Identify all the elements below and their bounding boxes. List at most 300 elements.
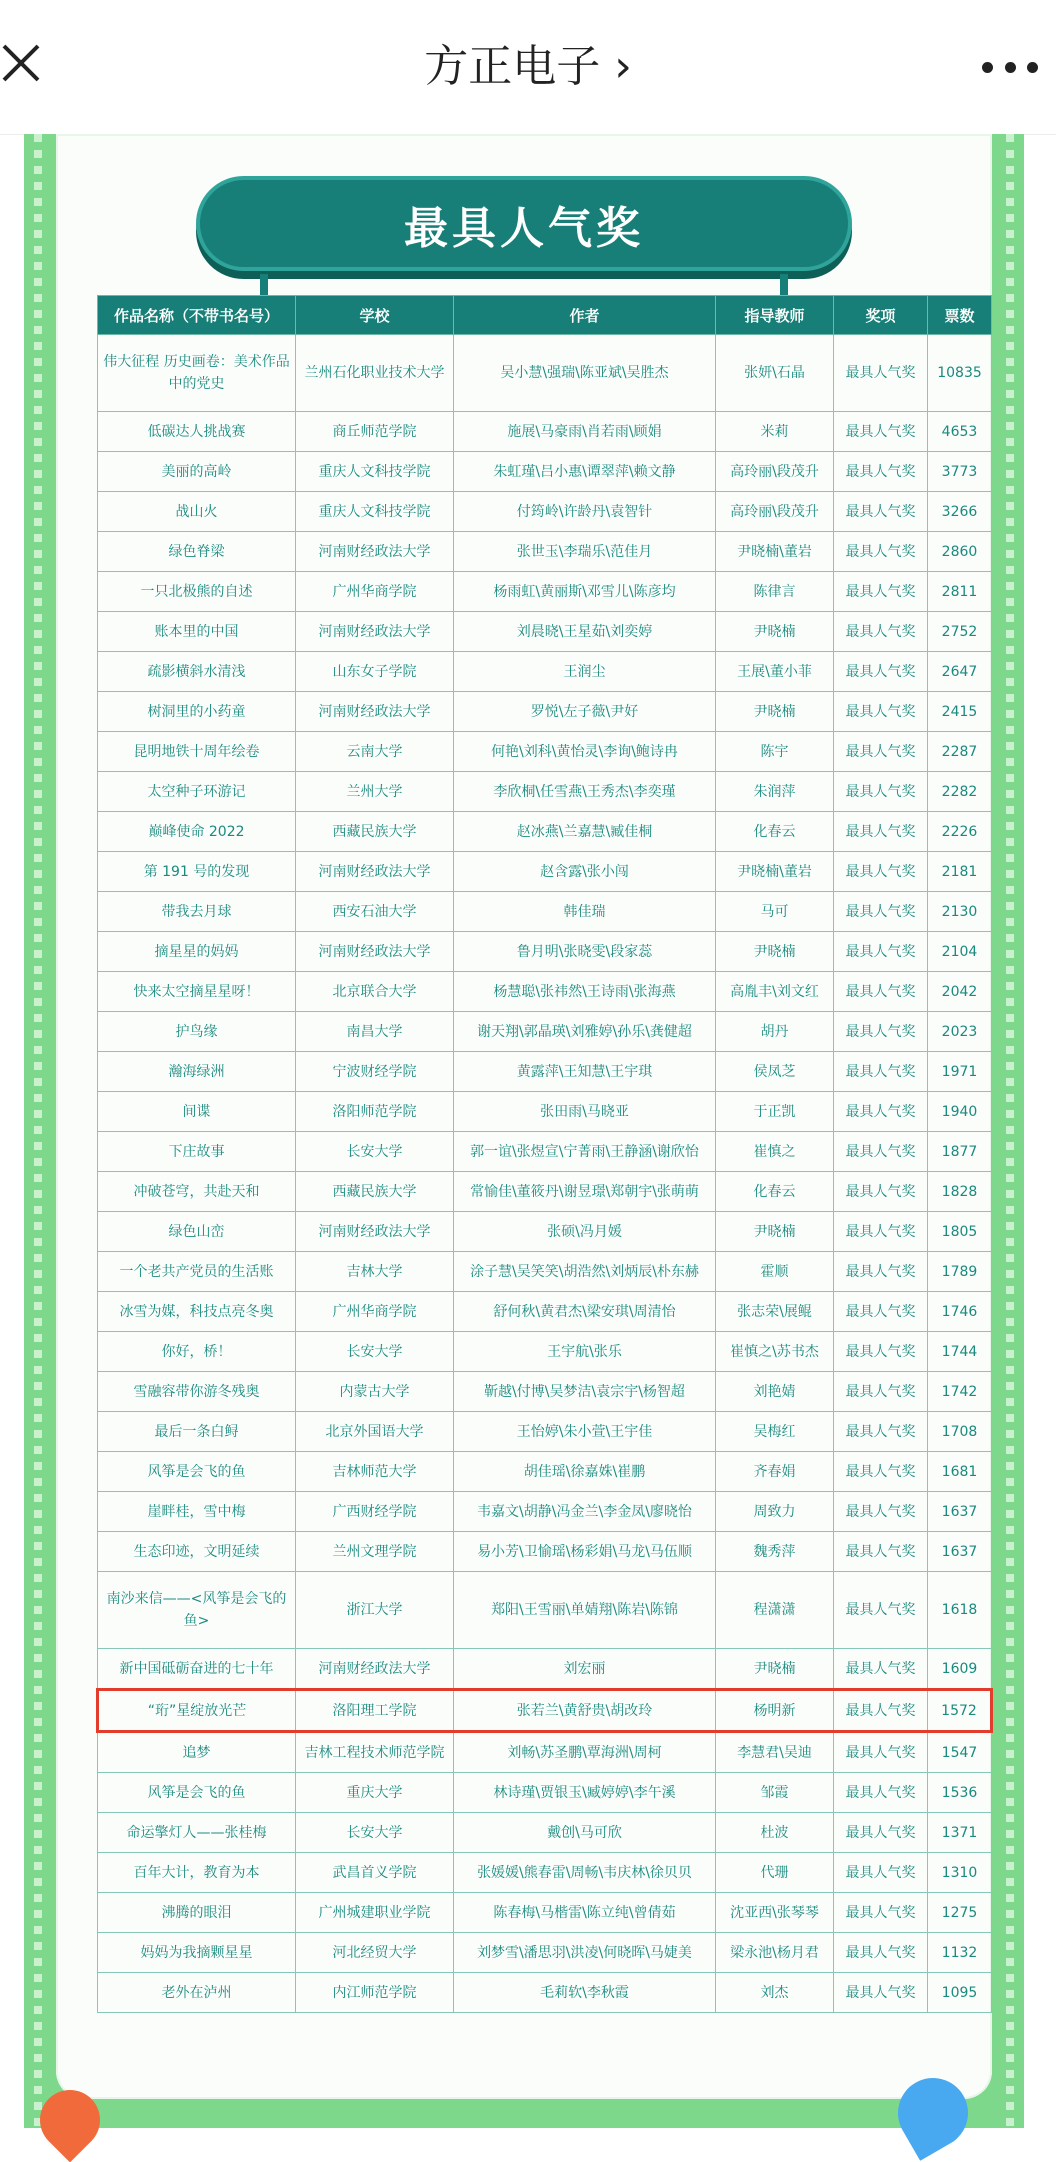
table-cell: 巅峰使命 2022 — [98, 812, 296, 852]
table-cell: 最具人气奖 — [834, 1933, 928, 1973]
table-cell: 河南财经政法大学 — [296, 612, 454, 652]
table-cell: 最具人气奖 — [834, 412, 928, 452]
table-row — [98, 532, 992, 572]
table-row — [98, 572, 992, 612]
table-row — [98, 932, 992, 972]
table-cell: 最具人气奖 — [834, 1412, 928, 1452]
table-cell: 戴创\马可欣 — [454, 1813, 716, 1853]
table-row — [98, 732, 992, 772]
table-cell: 1609 — [928, 1649, 992, 1690]
table-cell: 梁永池\杨月君 — [716, 1933, 834, 1973]
table-row — [98, 692, 992, 732]
table-cell: 洛阳理工学院 — [296, 1690, 454, 1732]
table-cell: 一个老共产党员的生活账 — [98, 1252, 296, 1292]
table-cell: 杨慧聪\张祎然\王诗雨\张海燕 — [454, 972, 716, 1012]
table-row — [98, 1492, 992, 1532]
table-cell: 浙江大学 — [296, 1572, 454, 1649]
table-cell: 山东女子学院 — [296, 652, 454, 692]
table-cell: 最具人气奖 — [834, 612, 928, 652]
table-cell: 最具人气奖 — [834, 1973, 928, 2013]
table-cell: 美丽的高岭 — [98, 452, 296, 492]
table-cell: 1877 — [928, 1132, 992, 1172]
table-cell: 2860 — [928, 532, 992, 572]
table-cell: 张世玉\李瑞乐\范佳月 — [454, 532, 716, 572]
table-cell: 崔慎之\苏书杰 — [716, 1332, 834, 1372]
table-cell: 最具人气奖 — [834, 852, 928, 892]
table-cell: 吴小慧\强瑞\陈亚斌\吴胜杰 — [454, 335, 716, 412]
table-cell: 鲁月明\张晓雯\段家蕊 — [454, 932, 716, 972]
table-cell: 南昌大学 — [296, 1012, 454, 1052]
table-cell: 1547 — [928, 1732, 992, 1773]
table-cell: 郭一谊\张煜宣\宁菁雨\王静涵\谢欣怡 — [454, 1132, 716, 1172]
table-cell: 王宇航\张乐 — [454, 1332, 716, 1372]
table-cell: 疏影横斜水清浅 — [98, 652, 296, 692]
table-cell: 谢天翔\郭晶瑛\刘雅婷\孙乐\龚健超 — [454, 1012, 716, 1052]
table-cell: 你好，桥！ — [98, 1332, 296, 1372]
table-cell: 朱润萍 — [716, 772, 834, 812]
table-cell: 张志荣\展鲲 — [716, 1292, 834, 1332]
table-cell: 间谍 — [98, 1092, 296, 1132]
table-cell: 高胤丰\刘文红 — [716, 972, 834, 1012]
table-cell: 老外在泸州 — [98, 1973, 296, 2013]
table-cell: 1789 — [928, 1252, 992, 1292]
table-cell: 2811 — [928, 572, 992, 612]
table-row — [98, 1813, 992, 1853]
table-cell: 太空种子环游记 — [98, 772, 296, 812]
table-cell: 北京外国语大学 — [296, 1412, 454, 1452]
table-cell: 1746 — [928, 1292, 992, 1332]
award-poster — [24, 134, 1024, 2128]
table-cell: 韦嘉文\胡静\冯金兰\李金凤\廖晓怡 — [454, 1492, 716, 1532]
table-row — [98, 1212, 992, 1252]
table-cell: 河南财经政法大学 — [296, 532, 454, 572]
award-banner — [196, 176, 852, 271]
more-icon-dot — [1005, 62, 1016, 73]
table-cell: 于正凯 — [716, 1092, 834, 1132]
table-cell: 尹晓楠 — [716, 692, 834, 732]
table-cell: 杜波 — [716, 1813, 834, 1853]
table-cell: 刘畅\苏圣鹏\覃海洲\周柯 — [454, 1732, 716, 1773]
table-cell: 2023 — [928, 1012, 992, 1052]
table-cell: 河南财经政法大学 — [296, 692, 454, 732]
table-cell: 1572 — [928, 1690, 992, 1732]
award-table — [96, 295, 993, 2013]
table-cell: 1132 — [928, 1933, 992, 1973]
table-cell: 北京联合大学 — [296, 972, 454, 1012]
table-cell: 陈宇 — [716, 732, 834, 772]
table-cell: 霍顺 — [716, 1252, 834, 1292]
table-cell: 长安大学 — [296, 1132, 454, 1172]
table-row — [98, 1572, 992, 1649]
table-row — [98, 1012, 992, 1052]
table-cell: 最具人气奖 — [834, 812, 928, 852]
table-cell: 内江师范学院 — [296, 1973, 454, 2013]
table-cell: 新中国砥砺奋进的七十年 — [98, 1649, 296, 1690]
table-cell: 树洞里的小药童 — [98, 692, 296, 732]
table-cell: “珩”星绽放光芒 — [98, 1690, 296, 1732]
table-cell: 王展\董小菲 — [716, 652, 834, 692]
table-cell: 靳越\付博\吴梦洁\袁宗宇\杨智超 — [454, 1372, 716, 1412]
table-row — [98, 852, 992, 892]
table-cell: 广州华商学院 — [296, 572, 454, 612]
table-cell: 崔慎之 — [716, 1132, 834, 1172]
table-cell: 低碳达人挑战赛 — [98, 412, 296, 452]
table-cell: 战山火 — [98, 492, 296, 532]
table-cell: 2130 — [928, 892, 992, 932]
table-cell: 西安石油大学 — [296, 892, 454, 932]
table-cell: 第 191 号的发现 — [98, 852, 296, 892]
table-cell: 尹晓楠 — [716, 1212, 834, 1252]
table-cell: 尹晓楠\董岩 — [716, 532, 834, 572]
table-row — [98, 335, 992, 412]
table-cell: 广州华商学院 — [296, 1292, 454, 1332]
table-cell: 河北经贸大学 — [296, 1933, 454, 1973]
table-cell: 最具人气奖 — [834, 732, 928, 772]
table-cell: 张田雨\马晓亚 — [454, 1092, 716, 1132]
table-cell: 刘宏丽 — [454, 1649, 716, 1690]
table-cell: 最具人气奖 — [834, 1649, 928, 1690]
table-row — [98, 1252, 992, 1292]
table-cell: 周致力 — [716, 1492, 834, 1532]
table-cell: 3773 — [928, 452, 992, 492]
table-cell: 冲破苍穹，共赴天和 — [98, 1172, 296, 1212]
more-button[interactable] — [982, 52, 1038, 82]
table-cell: 2104 — [928, 932, 992, 972]
banner-stem-right — [780, 274, 788, 296]
table-cell: 最具人气奖 — [834, 1292, 928, 1332]
top-bar — [0, 0, 1056, 135]
more-icon-dot — [1027, 62, 1038, 73]
table-cell: 瀚海绿洲 — [98, 1052, 296, 1092]
table-row — [98, 652, 992, 692]
table-cell: 王润尘 — [454, 652, 716, 692]
poster-card — [56, 134, 992, 2099]
table-cell: 风筝是会飞的鱼 — [98, 1452, 296, 1492]
table-cell: 最具人气奖 — [834, 1452, 928, 1492]
table-cell: 1681 — [928, 1452, 992, 1492]
table-cell: 刘杰 — [716, 1973, 834, 2013]
table-cell: 最具人气奖 — [834, 1052, 928, 1092]
table-cell: 河南财经政法大学 — [296, 852, 454, 892]
table-cell: 最具人气奖 — [834, 532, 928, 572]
table-cell: 河南财经政法大学 — [296, 1212, 454, 1252]
table-cell: 摘星星的妈妈 — [98, 932, 296, 972]
table-cell: 妈妈为我摘颗星星 — [98, 1933, 296, 1973]
table-cell: 兰州石化职业技术大学 — [296, 335, 454, 412]
table-cell: 张妍\石晶 — [716, 335, 834, 412]
table-cell: 沸腾的眼泪 — [98, 1893, 296, 1933]
table-cell: 刘梦雪\潘思羽\洪凌\何晓晖\马婕美 — [454, 1933, 716, 1973]
table-cell: 最具人气奖 — [834, 1813, 928, 1853]
table-row — [98, 1092, 992, 1132]
table-cell: 易小芳\卫愉瑶\杨彩娟\马龙\马伍顺 — [454, 1532, 716, 1572]
table-cell: 张媛媛\熊春雷\周畅\韦庆林\徐贝贝 — [454, 1853, 716, 1893]
table-cell: 重庆人文科技学院 — [296, 452, 454, 492]
table-cell: 冰雪为媒，科技点亮冬奥 — [98, 1292, 296, 1332]
table-cell: 生态印迹，文明延续 — [98, 1532, 296, 1572]
table-cell: 郑阳\王雪丽\单婧翔\陈岩\陈锦 — [454, 1572, 716, 1649]
column-header: 奖项 — [834, 296, 928, 335]
table-cell: 最具人气奖 — [834, 892, 928, 932]
table-cell: 赵冰燕\兰嘉慧\臧佳桐 — [454, 812, 716, 852]
table-cell: 西藏民族大学 — [296, 812, 454, 852]
table-cell: 马可 — [716, 892, 834, 932]
table-cell: 最具人气奖 — [834, 572, 928, 612]
table-cell: 胡丹 — [716, 1012, 834, 1052]
table-cell: 10835 — [928, 335, 992, 412]
table-cell: 陈律言 — [716, 572, 834, 612]
table-cell: 最具人气奖 — [834, 1252, 928, 1292]
table-row — [98, 1452, 992, 1492]
table-cell: 1708 — [928, 1412, 992, 1452]
table-row — [98, 1372, 992, 1412]
table-cell: 崖畔桂，雪中梅 — [98, 1492, 296, 1532]
table-cell: 南沙来信——<风筝是会飞的鱼> — [98, 1572, 296, 1649]
table-row — [98, 612, 992, 652]
table-cell: 最后一条白鲟 — [98, 1412, 296, 1452]
table-cell: 2181 — [928, 852, 992, 892]
column-header: 指导教师 — [716, 296, 834, 335]
table-cell: 刘晨晓\王星茹\刘奕婷 — [454, 612, 716, 652]
table-cell: 常愉佳\董筱丹\谢昱璟\郑朝宇\张萌萌 — [454, 1172, 716, 1212]
table-cell: 刘艳婧 — [716, 1372, 834, 1412]
table-cell: 2042 — [928, 972, 992, 1012]
table-row — [98, 1973, 992, 2013]
table-cell: 长安大学 — [296, 1813, 454, 1853]
table-cell: 尹晓楠 — [716, 1649, 834, 1690]
table-row — [98, 412, 992, 452]
table-cell: 李欣桐\任雪燕\王秀杰\李奕瑾 — [454, 772, 716, 812]
table-cell: 韩佳瑞 — [454, 892, 716, 932]
table-cell: 张硕\冯月媛 — [454, 1212, 716, 1252]
table-cell: 杨雨虹\黄丽斯\邓雪儿\陈彦均 — [454, 572, 716, 612]
table-cell: 最具人气奖 — [834, 1172, 928, 1212]
table-cell: 吴梅红 — [716, 1412, 834, 1452]
table-cell: 代珊 — [716, 1853, 834, 1893]
table-cell: 林诗瑾\贾银玉\臧婷婷\李午溪 — [454, 1773, 716, 1813]
table-cell: 最具人气奖 — [834, 1732, 928, 1773]
table-row — [98, 1853, 992, 1893]
table-row — [98, 972, 992, 1012]
table-cell: 最具人气奖 — [834, 1372, 928, 1412]
table-cell: 高玲丽\段茂升 — [716, 492, 834, 532]
table-cell: 1828 — [928, 1172, 992, 1212]
table-cell: 米莉 — [716, 412, 834, 452]
table-cell: 最具人气奖 — [834, 492, 928, 532]
table-row — [98, 492, 992, 532]
table-cell: 1310 — [928, 1853, 992, 1893]
table-row — [98, 1052, 992, 1092]
table-cell: 账本里的中国 — [98, 612, 296, 652]
table-cell: 最具人气奖 — [834, 1532, 928, 1572]
table-cell: 最具人气奖 — [834, 452, 928, 492]
table-cell: 重庆大学 — [296, 1773, 454, 1813]
table-cell: 2226 — [928, 812, 992, 852]
table-cell: 最具人气奖 — [834, 1773, 928, 1813]
table-row — [98, 1732, 992, 1773]
table-cell: 黄露萍\王知慧\王宇琪 — [454, 1052, 716, 1092]
table-cell: 最具人气奖 — [834, 1893, 928, 1933]
table-cell: 最具人气奖 — [834, 1132, 928, 1172]
table-cell: 1805 — [928, 1212, 992, 1252]
table-cell: 云南大学 — [296, 732, 454, 772]
table-cell: 付筠岭\许龄丹\袁智针 — [454, 492, 716, 532]
table-cell: 商丘师范学院 — [296, 412, 454, 452]
table-cell: 风筝是会飞的鱼 — [98, 1773, 296, 1813]
table-cell: 1095 — [928, 1973, 992, 2013]
table-cell: 吉林大学 — [296, 1252, 454, 1292]
table-cell: 施展\马豪雨\肖若雨\顾娟 — [454, 412, 716, 452]
table-cell: 最具人气奖 — [834, 692, 928, 732]
table-cell: 绿色脊梁 — [98, 532, 296, 572]
table-header-row — [98, 296, 992, 335]
table-row — [98, 1933, 992, 1973]
table-cell: 一只北极熊的自述 — [98, 572, 296, 612]
table-cell: 吉林工程技术师范学院 — [296, 1732, 454, 1773]
table-cell: 最具人气奖 — [834, 932, 928, 972]
table-cell: 雪融容带你游冬残奥 — [98, 1372, 296, 1412]
table-cell: 河南财经政法大学 — [296, 932, 454, 972]
table-cell: 最具人气奖 — [834, 652, 928, 692]
table-cell: 百年大计，教育为本 — [98, 1853, 296, 1893]
table-cell: 何艳\刘科\黄怡灵\李询\鲍诗冉 — [454, 732, 716, 772]
table-cell: 赵含露\张小闯 — [454, 852, 716, 892]
table-row — [98, 772, 992, 812]
table-cell: 最具人气奖 — [834, 1853, 928, 1893]
table-cell: 尹晓楠 — [716, 612, 834, 652]
table-cell: 2287 — [928, 732, 992, 772]
table-cell: 伟大征程 历史画卷：美术作品中的党史 — [98, 335, 296, 412]
table-cell: 高玲丽\段茂升 — [716, 452, 834, 492]
table-cell: 最具人气奖 — [834, 1492, 928, 1532]
table-cell: 舒何秋\黄君杰\梁安琪\周清怡 — [454, 1292, 716, 1332]
table-cell: 内蒙古大学 — [296, 1372, 454, 1412]
table-cell: 宁波财经学院 — [296, 1052, 454, 1092]
table-row — [98, 1292, 992, 1332]
table-cell: 1742 — [928, 1372, 992, 1412]
table-cell: 1637 — [928, 1492, 992, 1532]
table-cell: 毛莉软\李秋霞 — [454, 1973, 716, 2013]
table-cell: 化春云 — [716, 812, 834, 852]
table-cell: 2415 — [928, 692, 992, 732]
table-cell: 兰州文理学院 — [296, 1532, 454, 1572]
table-cell: 追梦 — [98, 1732, 296, 1773]
table-cell: 河南财经政法大学 — [296, 1649, 454, 1690]
table-row — [98, 812, 992, 852]
table-cell: 吉林师范大学 — [296, 1452, 454, 1492]
table-cell: 长安大学 — [296, 1332, 454, 1372]
table-cell: 2647 — [928, 652, 992, 692]
table-row — [98, 1132, 992, 1172]
table-cell: 护鸟缘 — [98, 1012, 296, 1052]
table-cell: 1971 — [928, 1052, 992, 1092]
column-header: 作者 — [454, 296, 716, 335]
table-cell: 最具人气奖 — [834, 1012, 928, 1052]
table-cell: 最具人气奖 — [834, 335, 928, 412]
table-cell: 最具人气奖 — [834, 1092, 928, 1132]
table-cell: 4653 — [928, 412, 992, 452]
table-cell: 绿色山峦 — [98, 1212, 296, 1252]
table-row — [98, 1690, 992, 1732]
table-cell: 带我去月球 — [98, 892, 296, 932]
table-cell: 武昌首义学院 — [296, 1853, 454, 1893]
table-cell: 杨明新 — [716, 1690, 834, 1732]
award-banner-title: 最具人气奖 — [196, 176, 852, 271]
table-row — [98, 1773, 992, 1813]
table-cell: 李慧君\吴迪 — [716, 1732, 834, 1773]
table-cell: 下庄故事 — [98, 1132, 296, 1172]
table-cell: 侯凤芝 — [716, 1052, 834, 1092]
table-cell: 朱虹瑾\吕小惠\谭翠萍\赖文静 — [454, 452, 716, 492]
table-cell: 1275 — [928, 1893, 992, 1933]
table-row — [98, 1412, 992, 1452]
table-cell: 1536 — [928, 1773, 992, 1813]
table-cell: 最具人气奖 — [834, 772, 928, 812]
table-cell: 最具人气奖 — [834, 1572, 928, 1649]
column-header: 票数 — [928, 296, 992, 335]
table-cell: 沈亚西\张琴琴 — [716, 1893, 834, 1933]
table-cell: 快来太空摘星星呀！ — [98, 972, 296, 1012]
table-row — [98, 1532, 992, 1572]
table-cell: 洛阳师范学院 — [296, 1092, 454, 1132]
table-cell: 2752 — [928, 612, 992, 652]
table-cell: 2282 — [928, 772, 992, 812]
table-cell: 昆明地铁十周年绘卷 — [98, 732, 296, 772]
column-header: 学校 — [296, 296, 454, 335]
table-cell: 化春云 — [716, 1172, 834, 1212]
table-body — [98, 335, 992, 2013]
table-cell: 王怡婷\朱小萱\王宇佳 — [454, 1412, 716, 1452]
table-cell: 涂子慧\吴笑笑\胡浩然\刘炳辰\朴东赫 — [454, 1252, 716, 1292]
table-cell: 尹晓楠\董岩 — [716, 852, 834, 892]
table-cell: 重庆人文科技学院 — [296, 492, 454, 532]
table-cell: 1744 — [928, 1332, 992, 1372]
table-row — [98, 1332, 992, 1372]
table-row — [98, 1893, 992, 1933]
table-cell: 1940 — [928, 1092, 992, 1132]
table-cell: 3266 — [928, 492, 992, 532]
table-cell: 兰州大学 — [296, 772, 454, 812]
table-row — [98, 1172, 992, 1212]
table-cell: 最具人气奖 — [834, 1212, 928, 1252]
table-cell: 张若兰\黄舒贵\胡改玲 — [454, 1690, 716, 1732]
table-cell: 广西财经学院 — [296, 1492, 454, 1532]
table-cell: 命运擎灯人——张桂梅 — [98, 1813, 296, 1853]
table-cell: 1637 — [928, 1532, 992, 1572]
table-cell: 齐春娟 — [716, 1452, 834, 1492]
table-cell: 邹霞 — [716, 1773, 834, 1813]
page-title[interactable]: 方正电子 › — [424, 41, 632, 92]
table-row — [98, 892, 992, 932]
table-cell: 胡佳瑶\徐嘉姝\崔鹏 — [454, 1452, 716, 1492]
column-header: 作品名称（不带书名号） — [98, 296, 296, 335]
table-cell: 魏秀萍 — [716, 1532, 834, 1572]
table-cell: 程潇潇 — [716, 1572, 834, 1649]
table-cell: 陈春梅\马楷雷\陈立纯\曾倩茹 — [454, 1893, 716, 1933]
table-cell: 1618 — [928, 1572, 992, 1649]
table-cell: 最具人气奖 — [834, 1690, 928, 1732]
table-cell: 尹晓楠 — [716, 932, 834, 972]
table-cell: 西藏民族大学 — [296, 1172, 454, 1212]
more-icon — [982, 62, 993, 73]
table-cell: 1371 — [928, 1813, 992, 1853]
banner-stem-left — [260, 274, 268, 296]
table-cell: 广州城建职业学院 — [296, 1893, 454, 1933]
table-cell: 最具人气奖 — [834, 972, 928, 1012]
table-cell: 罗悦\左子薇\尹好 — [454, 692, 716, 732]
table-row — [98, 1649, 992, 1690]
table-cell: 最具人气奖 — [834, 1332, 928, 1372]
